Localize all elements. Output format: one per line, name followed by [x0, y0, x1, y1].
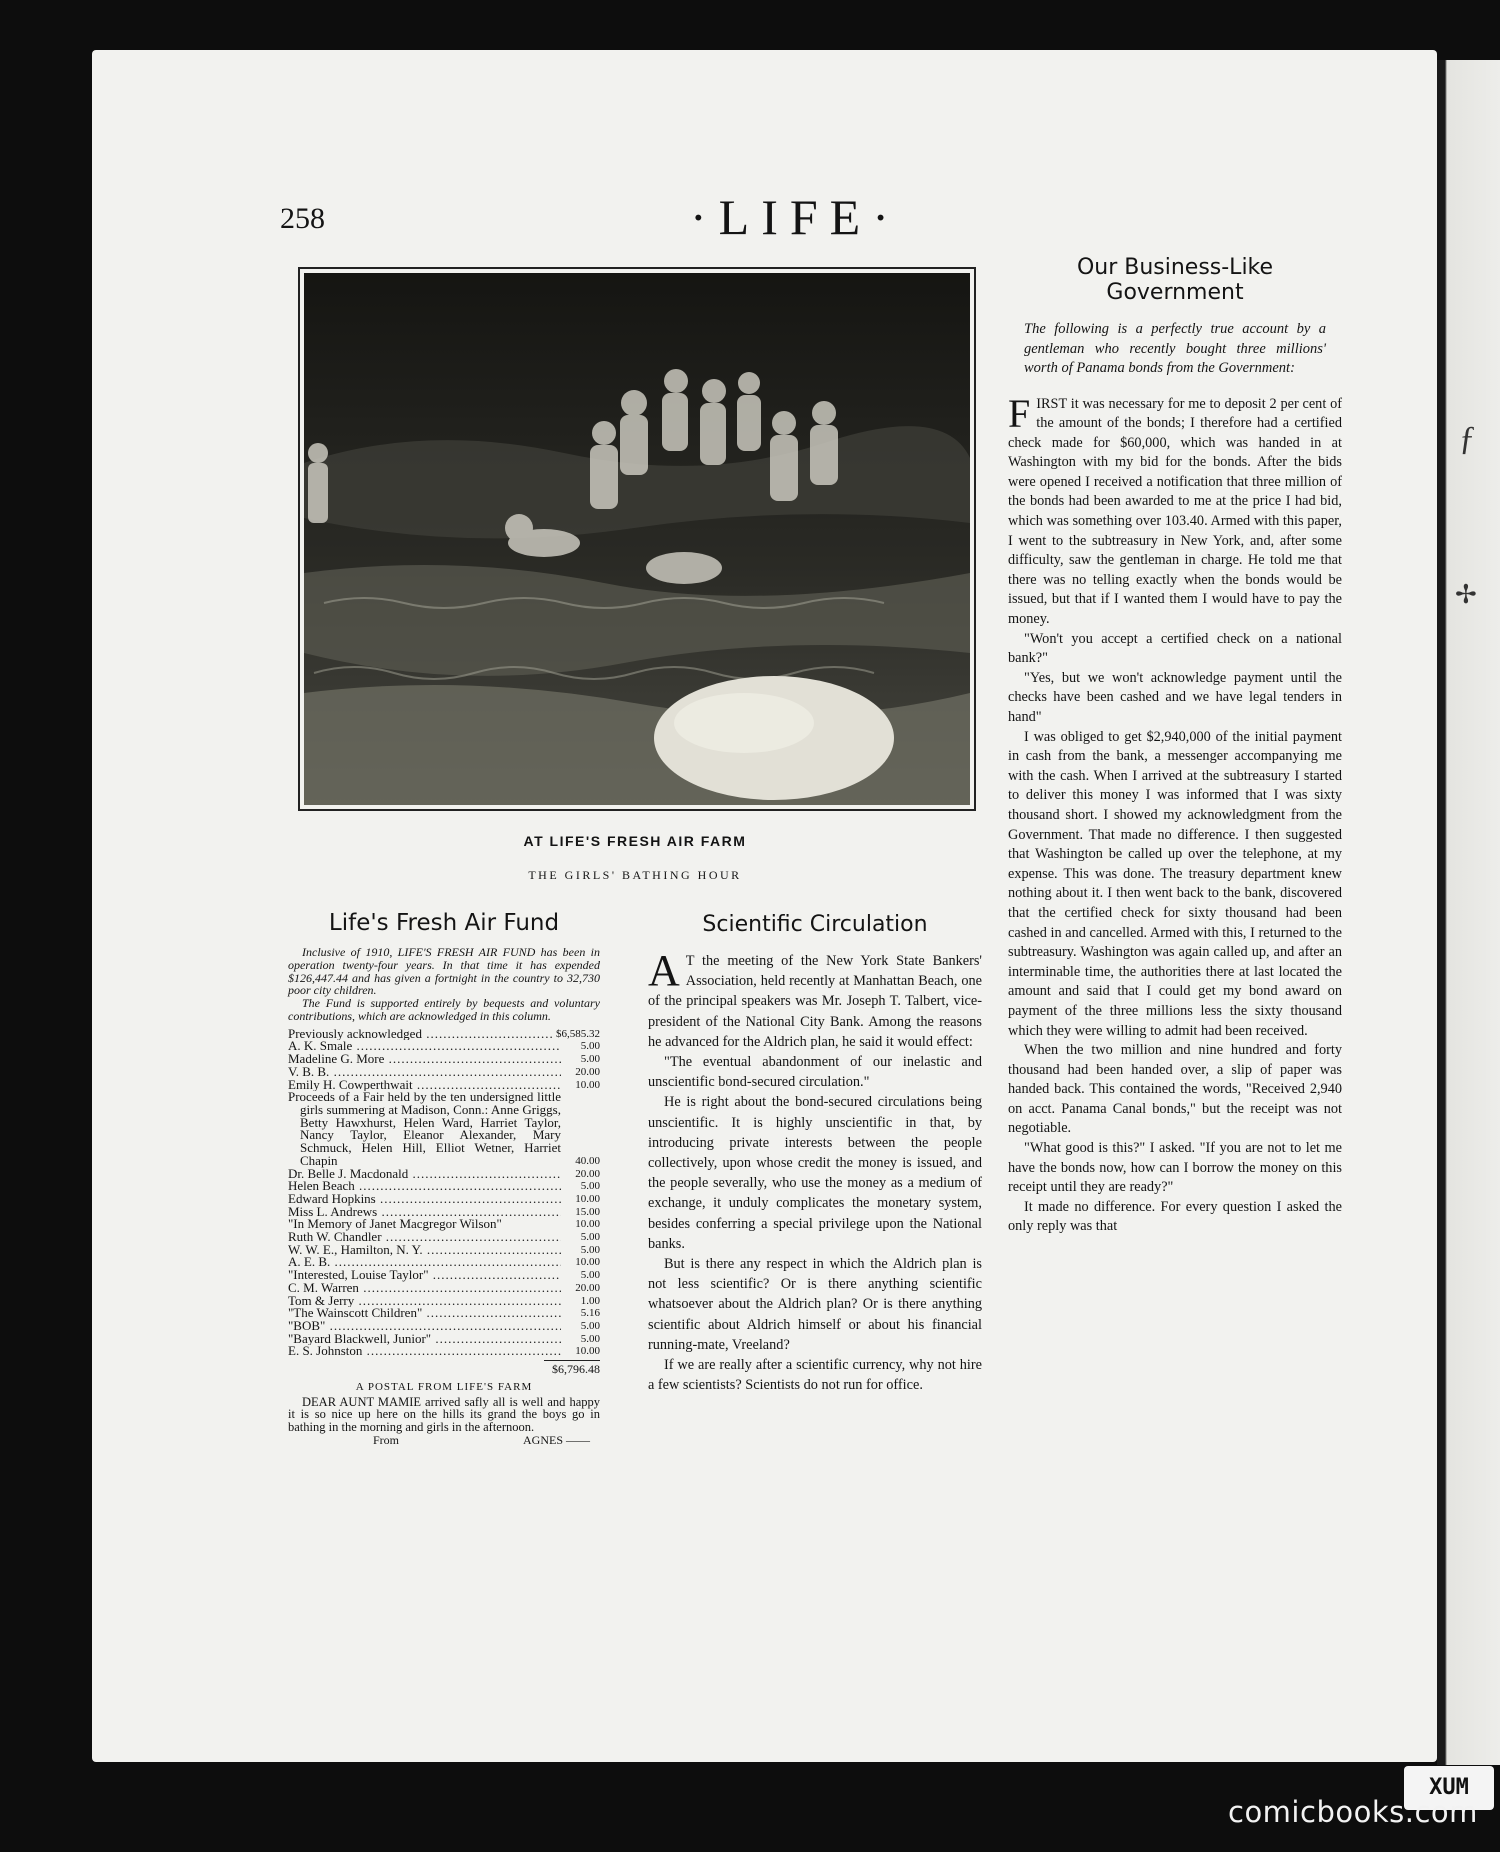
ledger-row: [288, 1295, 600, 1308]
fund-intro: [288, 946, 600, 1023]
ledger-name: E. S. Johnston .....: [288, 1345, 561, 1358]
page-number: 258: [280, 202, 325, 235]
ledger-row: [288, 1079, 600, 1092]
ledger-amount: 5.00: [580, 1053, 600, 1066]
fund-intro-paragraph: Inclusive of 1910, LIFE'S FRESH AIR FUND has been in operation twenty-four years. In that time it has expended $126,447.44 and has given a fortnight in the country to 32,730 poor city children.: [288, 945, 600, 998]
bathing-photo: [304, 273, 970, 805]
ledger-amount: 10.00: [575, 1345, 600, 1358]
ledger-row: [288, 1345, 600, 1358]
ledger-name: C. M. Warren .....: [288, 1282, 561, 1295]
total-rule: [544, 1360, 600, 1361]
article-paragraph: [1008, 390, 1342, 630]
article-paragraph: "Yes, but we won't acknowledge payment until the checks have been cashed and we have legal tenders in hand": [1008, 669, 1342, 725]
ledger-amount: 5.00: [580, 1319, 600, 1332]
ledger-row: [288, 1307, 600, 1320]
article-paragraph: "Won't you accept a certified check on a national bank?": [1008, 630, 1342, 667]
ledger-name: Miss L. Andrews .....: [288, 1206, 561, 1219]
ledger-name: Ruth W. Chandler .....: [288, 1231, 561, 1244]
ledger-name: W. W. E., Hamilton, N. Y. .....: [288, 1244, 561, 1257]
ledger-amount: 5.00: [580, 1040, 600, 1053]
ledger-name: "Interested, Louise Taylor" .....: [288, 1269, 561, 1282]
ledger-row: [288, 1168, 600, 1181]
ledger-amount: 15.00: [575, 1205, 600, 1218]
article-paragraph: "The eventual abandonment of our inelastic and unscientific bond-secured circulation.": [648, 1054, 982, 1091]
ledger-name: Edward Hopkins .....: [288, 1193, 561, 1206]
contributions-ledger: [288, 1028, 600, 1376]
ledger-row: [288, 1244, 600, 1257]
article-paragraph: When the two million and nine hundred and forty thousand had been handed over, a slip of paper was handed back. This contained the words, "Received 2,940 on acct. Panama Canal bonds," but the receipt was not negotiable.: [1008, 1042, 1342, 1137]
postal-from: From: [373, 1433, 400, 1448]
article-paragraph: I was obliged to get $2,940,000 of the initial payment in cash from the bank, a messenger accompanying me with the cash. When I arrived at the subtreasury I started to deliver this money I was informed that I was sixty thousand short. I showed my acknowledgment from the Government. That made no difference. I then suggested that Washington be called up over the telephone, at my expense. This was done. The treasury department knew nothing about it. I then went back to the bank, discovered that the certified check for sixty thousand had been cashed in and cancelled. Armed with this, I returned to the subtreasury. Washington was again called up, and after an interminable time, the authorities there at last located the amount and said that I could get my bond award on payment of the three millions less the sixty thousand which they were willing to admit had been received.: [1008, 728, 1342, 1039]
paragraph-text: T the meeting of the New York State Bankers' Association, held recently at Manhattan Beach, one of the principal speakers was Mr. Joseph T. Talbert, vice-president of the National City Bank. Among the reasons he advanced for the Aldrich plan, he said it would effect:: [648, 953, 982, 1050]
ledger-row: [288, 1256, 600, 1269]
ledger-name: "BOB" .....: [288, 1320, 561, 1333]
scientific-circulation-column: [648, 912, 982, 1395]
ledger-name: "The Wainscott Children" .....: [288, 1307, 561, 1320]
ledger-name: V. B. B. .....: [288, 1066, 561, 1079]
ledger-amount: 5.00: [580, 1332, 600, 1345]
ledger-amount: 40.00: [575, 1154, 600, 1167]
ledger-row: [288, 1028, 600, 1041]
ledger-total: $6,796.48: [552, 1362, 600, 1377]
business-like-government-title: Our Business-Like Government: [1076, 255, 1274, 305]
ledger-row: [288, 1320, 600, 1333]
postal-signature-line: [288, 1433, 600, 1448]
article-paragraph: It made no difference. For every question I asked the only reply was that: [1008, 1198, 1342, 1235]
photo-illustration: [304, 273, 970, 805]
paragraph-text: IRST it was necessary for me to deposit 2 per cent of the amount of the bonds; I therefore had a certified check made for $60,000, which was handed in at Washington with my bid for the bonds. After the bids were opened I received a notification that three million of the bonds had been awarded to me at the price I had bid, which was something over 103.40. Armed with this paper, I went to the subtreasury in New York, and, after some difficulty, saw the gentleman in charge. He told me that there was no telling exactly when the bonds would be issued, but that if I wanted them I would have to pay the money.: [1008, 395, 1342, 628]
ledger-amount: 10.00: [575, 1218, 600, 1231]
ledger-row: [288, 1040, 600, 1053]
archive-stamp: XUM: [1404, 1766, 1494, 1810]
ledger-name: Emily H. Cowperthwait .....: [288, 1079, 561, 1092]
facing-page-edge: [1437, 60, 1500, 1765]
business-like-government-body: [1008, 390, 1342, 1238]
article-paragraph: If we are really after a scientific currency, why not hire a few scientists? Scientists do not run for office.: [648, 1357, 982, 1394]
ledger-amount: 5.00: [580, 1231, 600, 1244]
postal-body: DEAR AUNT MAMIE arrived safly all is well and happy it is so nice up here on the hills its grand the boys go in bathing in the morning and girls in the afternoon.: [288, 1394, 600, 1434]
ledger-amount: 1.00: [580, 1294, 600, 1307]
ledger-name: Previously acknowledged .....: [288, 1028, 553, 1041]
fresh-air-fund-column: [288, 910, 600, 1448]
masthead: ·LIFE·: [690, 189, 901, 245]
business-like-government-column: [1008, 255, 1342, 1237]
ledger-name: Madeline G. More .....: [288, 1053, 561, 1066]
ledger-amount: 5.16: [580, 1307, 600, 1320]
ledger-row: [288, 1053, 600, 1066]
facing-page-mark: ✢: [1455, 580, 1477, 609]
ledger-row: [288, 1333, 600, 1346]
ledger-row: [288, 1206, 600, 1219]
article-paragraph: "What good is this?" I asked. "If you are not to let me have the bonds now, how can I borrow the money on this receipt until they are ready?": [1008, 1140, 1342, 1196]
ledger-amount: $6,585.32: [556, 1027, 600, 1040]
ledger-amount: 10.00: [575, 1192, 600, 1205]
ledger-row: [288, 1282, 600, 1295]
article-paragraph: [648, 946, 982, 1052]
ledger-name: A. K. Smale .....: [288, 1040, 561, 1053]
ledger-name: Dr. Belle J. Macdonald .....: [288, 1168, 561, 1181]
ledger-row: [288, 1091, 600, 1167]
ledger-amount: 20.00: [575, 1167, 600, 1180]
drop-cap: A: [648, 946, 680, 995]
ledger-amount: 5.00: [580, 1269, 600, 1282]
article-paragraph: He is right about the bond-secured circulations being unscientific. It is highly unscientific in that, by introducing private interests between the people collectively, upon whose credit the money is issued, and the people severally, who use the money as a medium of exchange, it unduly complicates the monetary system, besides conferring a special privilege upon the National banks.: [648, 1094, 982, 1252]
ledger-row: [288, 1180, 600, 1193]
ledger-amount: 20.00: [575, 1065, 600, 1078]
ledger-row: [288, 1231, 600, 1244]
article-paragraph: But is there any respect in which the Aldrich plan is not less scientific? Or is there anything scientific whatsoever about the Aldrich plan? Or is there anything scientific about Aldrich himself or about his financial running-mate, Vreeland?: [648, 1256, 982, 1353]
ledger-amount: 20.00: [575, 1281, 600, 1294]
scientific-circulation-title: Scientific Circulation: [702, 912, 928, 937]
photo-caption: AT LIFE'S FRESH AIR FARM: [523, 833, 747, 849]
postal-signature: AGNES ——: [522, 1433, 590, 1448]
photo-frame: [298, 267, 976, 811]
ledger-amount: 10.00: [575, 1078, 600, 1091]
ledger-name: "In Memory of Janet Macgregor Wilson": [288, 1218, 502, 1232]
ledger-name: Helen Beach .....: [288, 1180, 561, 1193]
scientific-circulation-body: [648, 946, 982, 1395]
ledger-row: [288, 1218, 600, 1231]
ledger-row: [288, 1269, 600, 1282]
site-watermark: comicbooks.com: [1228, 1795, 1478, 1829]
fresh-air-fund-title: Life's Fresh Air Fund: [328, 910, 560, 936]
ledger-name: "Bayard Blackwell, Junior" .....: [288, 1333, 561, 1346]
ledger-name: Proceeds of a Fair held by the ten undersigned little girls summering at Madison, Conn.: Anne Griggs, Betty Hawxhurst, Helen Ward, Harriet Taylor, Nancy Taylor, Eleanor Alexander, Mary Schmuck, Helen Hill, Elliot Wetner, Harriet Chapin: [288, 1091, 561, 1168]
ledger-row: [288, 1066, 600, 1079]
ledger-amount: 5.00: [580, 1180, 600, 1193]
fund-intro-paragraph: The Fund is supported entirely by bequests and voluntary contributions, which are acknowledged in this column.: [288, 996, 600, 1023]
ledger-amount: 10.00: [575, 1256, 600, 1269]
article-intro: The following is a perfectly true account by a gentleman who recently bought three millions' worth of Panama bonds from the Government:: [1024, 321, 1326, 376]
ledger-name: Tom & Jerry .....: [288, 1295, 561, 1308]
postal-heading: A POSTAL FROM LIFE'S FARM: [355, 1380, 533, 1393]
facing-page-mark: ƒ: [1459, 420, 1476, 457]
ledger-name: A. E. B. .....: [288, 1256, 561, 1269]
ledger-row: [288, 1193, 600, 1206]
ledger-amount: 5.00: [580, 1243, 600, 1256]
drop-cap: F: [1008, 390, 1031, 436]
photo-subcaption: THE GIRLS' BATHING HOUR: [528, 868, 742, 882]
